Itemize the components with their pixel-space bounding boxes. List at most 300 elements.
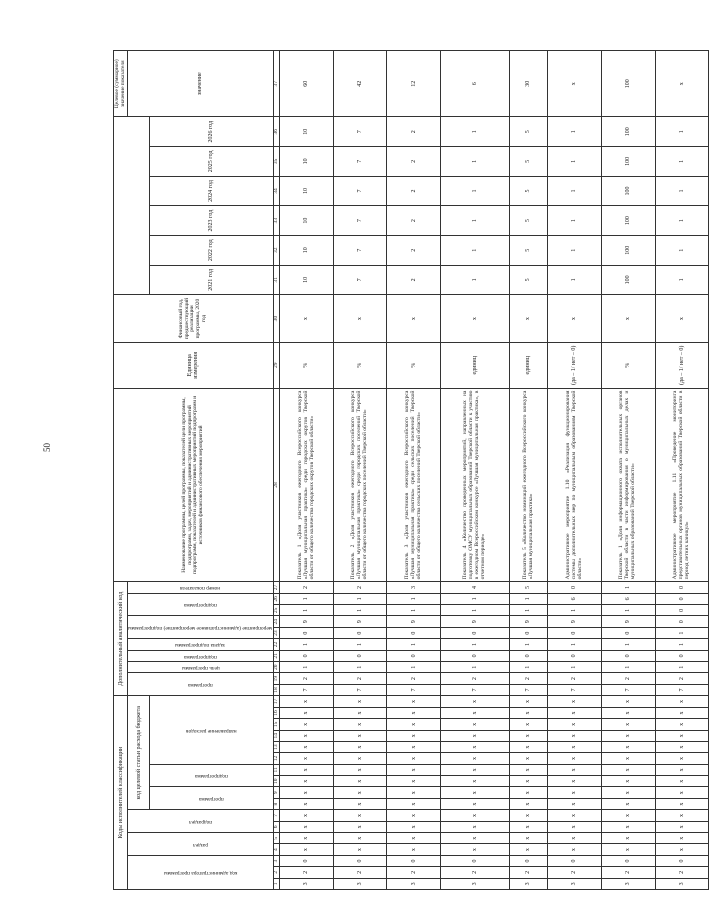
code-digit: х bbox=[280, 844, 334, 855]
row-year-value: 7 bbox=[333, 206, 387, 236]
column-number: 6 bbox=[273, 821, 280, 832]
header-cel: цель программы bbox=[128, 662, 273, 673]
code-digit: х bbox=[601, 798, 655, 809]
code-digit: х bbox=[333, 798, 387, 809]
code-digit: 1 bbox=[387, 639, 441, 650]
code-digit: х bbox=[441, 798, 510, 809]
code-digit: х bbox=[655, 787, 709, 798]
code-digit: х bbox=[601, 753, 655, 764]
code-digit: х bbox=[601, 833, 655, 844]
code-digit: 2 bbox=[601, 867, 655, 878]
code-digit: х bbox=[509, 741, 547, 752]
code-digit: х bbox=[655, 810, 709, 821]
row-year-value: 1 bbox=[655, 176, 709, 206]
code-digit: х bbox=[333, 719, 387, 730]
code-digit: 0 bbox=[509, 855, 547, 866]
code-digit: х bbox=[509, 707, 547, 718]
row-year-value: 7 bbox=[333, 265, 387, 295]
code-digit: х bbox=[441, 833, 510, 844]
code-digit: 1 bbox=[548, 605, 602, 616]
code-digit: 1 bbox=[509, 605, 547, 616]
code-digit: х bbox=[280, 753, 334, 764]
row-year-value: 10 bbox=[280, 265, 334, 295]
row-year-value: 1 bbox=[441, 117, 510, 147]
code-digit: х bbox=[655, 833, 709, 844]
code-digit: 3 bbox=[387, 582, 441, 593]
row-year-value: 2 bbox=[387, 206, 441, 236]
code-digit: 0 bbox=[548, 627, 602, 638]
row-year-value: 10 bbox=[280, 176, 334, 206]
row-target-value: 42 bbox=[333, 51, 387, 117]
code-digit: х bbox=[387, 821, 441, 832]
column-number: 32 bbox=[273, 235, 280, 265]
row-name: Показатель 2 «Доля участников ежегодного Всероссийского конкурса «Лучшая муниципальная практика» среди городских поселений Тверской области от общего количества городских поселений Тверской области» bbox=[333, 388, 387, 582]
code-digit: 7 bbox=[280, 684, 334, 695]
code-digit: х bbox=[548, 764, 602, 775]
header-codes: Коды исполнителей классификации bbox=[114, 696, 128, 890]
row-target-value: 6 bbox=[441, 51, 510, 117]
row-name: Административное мероприятие 1.11 «Проведение мониторинга представительных органов муниципальных образований Тверской области в период летних каникул» bbox=[655, 388, 709, 582]
row-year-value: 2 bbox=[387, 147, 441, 177]
code-digit: х bbox=[509, 821, 547, 832]
code-digit: х bbox=[548, 798, 602, 809]
code-digit: 5 bbox=[509, 582, 547, 593]
column-number: 11 bbox=[273, 764, 280, 775]
code-digit: х bbox=[655, 741, 709, 752]
code-digit: 2 bbox=[655, 867, 709, 878]
code-digit: х bbox=[548, 730, 602, 741]
row-name: Показатель 5 «Количество номинаций ежегодного Всероссийского конкурса «Лучшая муниципальная практика» bbox=[509, 388, 547, 582]
code-digit: 0 bbox=[441, 855, 510, 866]
code-digit: 0 bbox=[548, 855, 602, 866]
code-digit: 2 bbox=[387, 673, 441, 684]
code-digit: х bbox=[548, 821, 602, 832]
column-number: 18 bbox=[273, 684, 280, 695]
code-digit: 3 bbox=[601, 878, 655, 889]
code-digit: 0 bbox=[655, 605, 709, 616]
code-digit: х bbox=[280, 741, 334, 752]
code-digit: х bbox=[441, 741, 510, 752]
header-value: значение bbox=[128, 51, 273, 117]
code-digit: 1 bbox=[601, 639, 655, 650]
row-target-value: х bbox=[548, 51, 602, 117]
code-digit: х bbox=[601, 707, 655, 718]
code-digit: 2 bbox=[509, 867, 547, 878]
code-digit: 1 bbox=[280, 662, 334, 673]
code-digit: х bbox=[441, 821, 510, 832]
row-year-value: 100 bbox=[601, 117, 655, 147]
year-2022: 2022 год bbox=[150, 235, 273, 265]
row-base-value: х bbox=[601, 295, 655, 343]
code-digit: 3 bbox=[441, 878, 510, 889]
code-digit: х bbox=[655, 707, 709, 718]
row-year-value: 10 bbox=[280, 235, 334, 265]
code-digit: 1 bbox=[509, 662, 547, 673]
row-year-value: 1 bbox=[441, 147, 510, 177]
code-digit: 9 bbox=[441, 616, 510, 627]
code-digit: х bbox=[655, 776, 709, 787]
code-digit: 2 bbox=[441, 673, 510, 684]
code-digit: х bbox=[280, 821, 334, 832]
code-digit: х bbox=[387, 787, 441, 798]
year-2025: 2025 год bbox=[150, 147, 273, 177]
code-digit: х bbox=[441, 753, 510, 764]
code-digit: х bbox=[333, 821, 387, 832]
header-pokazatel: номер показателя bbox=[128, 582, 273, 593]
column-number: 29 bbox=[273, 343, 280, 389]
column-number: 20 bbox=[273, 662, 280, 673]
code-digit: 0 bbox=[387, 650, 441, 661]
code-digit: 1 bbox=[333, 593, 387, 604]
column-number: 8 bbox=[273, 798, 280, 809]
code-digit: 7 bbox=[601, 684, 655, 695]
row-base-value: х bbox=[387, 295, 441, 343]
column-number: 9 bbox=[273, 787, 280, 798]
code-digit: х bbox=[655, 764, 709, 775]
column-number: 3 bbox=[273, 855, 280, 866]
row-year-value: 1 bbox=[548, 265, 602, 295]
row-year-value: 5 bbox=[509, 206, 547, 236]
header-additional: Дополнительный аналитический код bbox=[114, 582, 128, 696]
row-year-value: 1 bbox=[441, 206, 510, 236]
header-programma: программа bbox=[150, 787, 273, 810]
code-digit: 0 bbox=[655, 582, 709, 593]
code-digit: 0 bbox=[655, 650, 709, 661]
row-unit: единиц bbox=[509, 343, 547, 389]
code-digit: х bbox=[280, 776, 334, 787]
row-unit: (да – 1/ нет – 0) bbox=[548, 343, 602, 389]
column-number: 19 bbox=[273, 673, 280, 684]
code-digit: х bbox=[601, 810, 655, 821]
code-digit: 4 bbox=[441, 582, 510, 593]
code-digit: х bbox=[387, 707, 441, 718]
row-year-value: 1 bbox=[655, 265, 709, 295]
code-digit: 0 bbox=[509, 650, 547, 661]
code-digit: 0 bbox=[333, 650, 387, 661]
row-year-value: 1 bbox=[655, 147, 709, 177]
row-year-value: 100 bbox=[601, 147, 655, 177]
row-base-value: х bbox=[441, 295, 510, 343]
code-digit: 0 bbox=[601, 855, 655, 866]
header-name: Наименование программы, целей программы, показателей цели программы, подпрограмм, задач, мероприятий и административных мероприятий подпрограмм, показателей и административных мероприятий подпрограмм и источников финансового обеспечения мероприятий bbox=[114, 388, 274, 582]
code-digit: 7 bbox=[441, 684, 510, 695]
column-number: 17 bbox=[273, 696, 280, 708]
year-2021: 2021 год bbox=[150, 265, 273, 295]
column-number: 16 bbox=[273, 707, 280, 718]
table-row bbox=[601, 51, 655, 890]
code-digit: 1 bbox=[333, 662, 387, 673]
row-base-value: х bbox=[548, 295, 602, 343]
code-digit: х bbox=[441, 844, 510, 855]
code-digit: х bbox=[509, 798, 547, 809]
code-digit: 3 bbox=[333, 878, 387, 889]
row-target-value: 30 bbox=[509, 51, 547, 117]
code-digit: х bbox=[655, 753, 709, 764]
code-digit: 1 bbox=[509, 639, 547, 650]
code-digit: 9 bbox=[280, 616, 334, 627]
code-digit: х bbox=[548, 753, 602, 764]
row-unit: (да – 1/ нет – 0) bbox=[655, 343, 709, 389]
header-podprog-2: подпрограмма bbox=[128, 593, 273, 616]
code-digit: х bbox=[333, 787, 387, 798]
code-digit: 3 bbox=[509, 878, 547, 889]
column-number: 7 bbox=[273, 810, 280, 821]
code-digit: 0 bbox=[441, 650, 510, 661]
code-digit: 0 bbox=[280, 627, 334, 638]
code-digit: 1 bbox=[548, 662, 602, 673]
code-digit: х bbox=[441, 730, 510, 741]
code-digit: х bbox=[333, 707, 387, 718]
code-digit: 0 bbox=[333, 855, 387, 866]
code-digit: х bbox=[387, 776, 441, 787]
column-number: 25 bbox=[273, 605, 280, 616]
row-year-value: 1 bbox=[655, 235, 709, 265]
code-digit: 0 bbox=[655, 616, 709, 627]
column-number: 13 bbox=[273, 741, 280, 752]
code-digit: х bbox=[441, 810, 510, 821]
code-digit: х bbox=[509, 730, 547, 741]
code-digit: 2 bbox=[333, 673, 387, 684]
code-digit: 7 bbox=[655, 684, 709, 695]
row-year-value: 100 bbox=[601, 265, 655, 295]
code-digit: х bbox=[387, 753, 441, 764]
column-number: 21 bbox=[273, 650, 280, 661]
code-digit: 1 bbox=[548, 639, 602, 650]
year-2026: 2026 год bbox=[150, 117, 273, 147]
code-digit: х bbox=[387, 764, 441, 775]
column-number: 23 bbox=[273, 627, 280, 638]
row-year-value: 5 bbox=[509, 235, 547, 265]
code-digit: х bbox=[601, 741, 655, 752]
row-target-value: 100 bbox=[601, 51, 655, 117]
code-digit: х bbox=[509, 776, 547, 787]
row-name: Показатель 1 «Доля участников ежегодного Всероссийского конкурса «Лучшая муниципальная практика» среди городских округов Тверской области от общего количества городских округов Тверской области» bbox=[280, 388, 334, 582]
header-admin: код администратора программы bbox=[128, 855, 273, 889]
column-numbers-row bbox=[273, 51, 280, 890]
code-digit: х bbox=[509, 833, 547, 844]
code-digit: 6 bbox=[548, 593, 602, 604]
code-digit: 0 bbox=[655, 593, 709, 604]
row-year-value: 1 bbox=[441, 235, 510, 265]
code-digit: х bbox=[333, 741, 387, 752]
code-digit: 9 bbox=[387, 616, 441, 627]
row-year-value: 2 bbox=[387, 117, 441, 147]
row-name: Показатель 4 «Количество проведенных мероприятий, направленных на подготовку ОМСУ муниципальных образований Тверской области к участию в ежегодном Всероссийском конкурсе «Лучшая муниципальная практика», в отчетном периоде» bbox=[441, 388, 510, 582]
code-digit: 2 bbox=[333, 582, 387, 593]
code-digit: х bbox=[548, 810, 602, 821]
code-digit: 0 bbox=[333, 627, 387, 638]
code-digit: х bbox=[387, 696, 441, 708]
row-year-value: 100 bbox=[601, 176, 655, 206]
code-digit: 0 bbox=[441, 627, 510, 638]
column-number: 12 bbox=[273, 753, 280, 764]
program-indicators-table bbox=[113, 50, 709, 890]
row-year-value: 1 bbox=[548, 147, 602, 177]
code-digit: 1 bbox=[387, 593, 441, 604]
code-digit: х bbox=[280, 719, 334, 730]
code-digit: х bbox=[655, 844, 709, 855]
code-digit: х bbox=[548, 833, 602, 844]
column-number: 14 bbox=[273, 730, 280, 741]
code-digit: х bbox=[333, 810, 387, 821]
code-digit: 0 bbox=[280, 650, 334, 661]
row-base-value: х bbox=[333, 295, 387, 343]
row-year-value: 100 bbox=[601, 235, 655, 265]
row-year-value: 5 bbox=[509, 265, 547, 295]
code-digit: х bbox=[387, 719, 441, 730]
code-digit: х bbox=[548, 741, 602, 752]
code-digit: х bbox=[441, 776, 510, 787]
row-year-value: 1 bbox=[548, 176, 602, 206]
code-digit: 1 bbox=[333, 639, 387, 650]
code-digit: х bbox=[280, 787, 334, 798]
code-digit: х bbox=[655, 696, 709, 708]
code-digit: 1 bbox=[655, 627, 709, 638]
header-podprogramma: подпрограмма bbox=[150, 764, 273, 787]
code-digit: 1 bbox=[441, 593, 510, 604]
code-digit: х bbox=[441, 719, 510, 730]
row-target-value: х bbox=[655, 51, 709, 117]
code-digit: х bbox=[280, 730, 334, 741]
row-name: Административное мероприятие 1.10 «Реализация функционирования системы дополнительных мер по муниципальным образованиям Тверской области» bbox=[548, 388, 602, 582]
row-year-value: 7 bbox=[333, 117, 387, 147]
code-digit: 1 bbox=[280, 605, 334, 616]
code-digit: 0 bbox=[548, 582, 602, 593]
code-digit: 9 bbox=[601, 616, 655, 627]
code-digit: 6 bbox=[601, 593, 655, 604]
code-digit: х bbox=[601, 821, 655, 832]
code-digit: 1 bbox=[280, 593, 334, 604]
code-digit: х bbox=[655, 730, 709, 741]
row-year-value: 10 bbox=[280, 117, 334, 147]
code-digit: 1 bbox=[441, 662, 510, 673]
header-unit: Единица измерения bbox=[114, 343, 274, 389]
column-number: 15 bbox=[273, 719, 280, 730]
code-digit: х bbox=[548, 787, 602, 798]
column-number: 10 bbox=[273, 776, 280, 787]
code-digit: х bbox=[548, 719, 602, 730]
column-number: 27 bbox=[273, 582, 280, 593]
row-year-value: 10 bbox=[280, 147, 334, 177]
column-number: 33 bbox=[273, 206, 280, 236]
header-prog: программа bbox=[128, 673, 273, 696]
code-digit: 3 bbox=[548, 878, 602, 889]
code-digit: х bbox=[548, 776, 602, 787]
code-digit: 2 bbox=[509, 673, 547, 684]
row-target-value: 12 bbox=[387, 51, 441, 117]
code-digit: х bbox=[333, 753, 387, 764]
code-digit: 3 bbox=[387, 878, 441, 889]
row-year-value: 1 bbox=[548, 206, 602, 236]
row-year-value: 1 bbox=[548, 117, 602, 147]
code-digit: х bbox=[441, 707, 510, 718]
column-number: 24 bbox=[273, 616, 280, 627]
code-digit: 0 bbox=[655, 855, 709, 866]
code-digit: х bbox=[548, 707, 602, 718]
row-unit: единиц bbox=[441, 343, 510, 389]
code-digit: 1 bbox=[333, 605, 387, 616]
row-base-value: х bbox=[280, 295, 334, 343]
row-unit: % bbox=[387, 343, 441, 389]
row-year-value: 5 bbox=[509, 176, 547, 206]
header-podprog: подпрограмма bbox=[128, 650, 273, 661]
code-digit: 9 bbox=[509, 616, 547, 627]
code-digit: х bbox=[280, 810, 334, 821]
code-digit: х bbox=[333, 696, 387, 708]
row-base-value: х bbox=[509, 295, 547, 343]
code-digit: 1 bbox=[601, 605, 655, 616]
code-digit: х bbox=[548, 844, 602, 855]
code-digit: х bbox=[280, 696, 334, 708]
code-digit: х bbox=[601, 787, 655, 798]
row-target-value: 60 bbox=[280, 51, 334, 117]
column-number: 34 bbox=[273, 176, 280, 206]
code-digit: х bbox=[387, 798, 441, 809]
row-unit: % bbox=[601, 343, 655, 389]
code-digit: х bbox=[387, 730, 441, 741]
code-digit: 2 bbox=[280, 582, 334, 593]
row-year-value: 2 bbox=[387, 235, 441, 265]
code-digit: 2 bbox=[333, 867, 387, 878]
row-year-value: 1 bbox=[441, 176, 510, 206]
code-digit: 1 bbox=[601, 582, 655, 593]
code-digit: х bbox=[280, 764, 334, 775]
code-digit: х bbox=[509, 787, 547, 798]
column-number: 22 bbox=[273, 639, 280, 650]
column-number: 36 bbox=[273, 117, 280, 147]
code-digit: 0 bbox=[387, 627, 441, 638]
code-digit: 1 bbox=[655, 662, 709, 673]
code-digit: 2 bbox=[441, 867, 510, 878]
code-digit: х bbox=[280, 798, 334, 809]
code-digit: х bbox=[387, 844, 441, 855]
code-digit: 3 bbox=[280, 878, 334, 889]
column-number: 4 bbox=[273, 844, 280, 855]
header-expense-code: код целевой статьи расхода бюджета bbox=[128, 696, 150, 810]
code-digit: 1 bbox=[509, 593, 547, 604]
row-year-value: 1 bbox=[441, 265, 510, 295]
code-digit: х bbox=[601, 719, 655, 730]
code-digit: х bbox=[441, 696, 510, 708]
code-digit: х bbox=[441, 787, 510, 798]
row-name: Показатель 1 «Доля информационного охвата исполнительных органов Тверской области в части информирования о муниципальных делах и муниципальных образований Тверской области» bbox=[601, 388, 655, 582]
row-year-value: 7 bbox=[333, 235, 387, 265]
code-digit: х bbox=[601, 844, 655, 855]
column-number: 37 bbox=[273, 51, 280, 117]
page-number: 50 bbox=[42, 443, 52, 452]
row-year-value: 1 bbox=[548, 235, 602, 265]
code-digit: х bbox=[509, 696, 547, 708]
code-digit: х bbox=[387, 833, 441, 844]
header-years-empty bbox=[114, 117, 150, 295]
row-year-value: 5 bbox=[509, 117, 547, 147]
table-row bbox=[333, 51, 387, 890]
table-row bbox=[387, 51, 441, 890]
code-digit: 1 bbox=[655, 639, 709, 650]
code-digit: х bbox=[333, 776, 387, 787]
code-digit: х bbox=[509, 719, 547, 730]
code-digit: х bbox=[333, 833, 387, 844]
code-digit: 7 bbox=[333, 684, 387, 695]
code-digit: 2 bbox=[601, 673, 655, 684]
table-row bbox=[548, 51, 602, 890]
table-row bbox=[655, 51, 709, 890]
header-napravlenie: направление расходов bbox=[150, 696, 273, 764]
code-digit: х bbox=[548, 696, 602, 708]
column-number: 26 bbox=[273, 593, 280, 604]
code-digit: 2 bbox=[655, 673, 709, 684]
column-number: 30 bbox=[273, 295, 280, 343]
